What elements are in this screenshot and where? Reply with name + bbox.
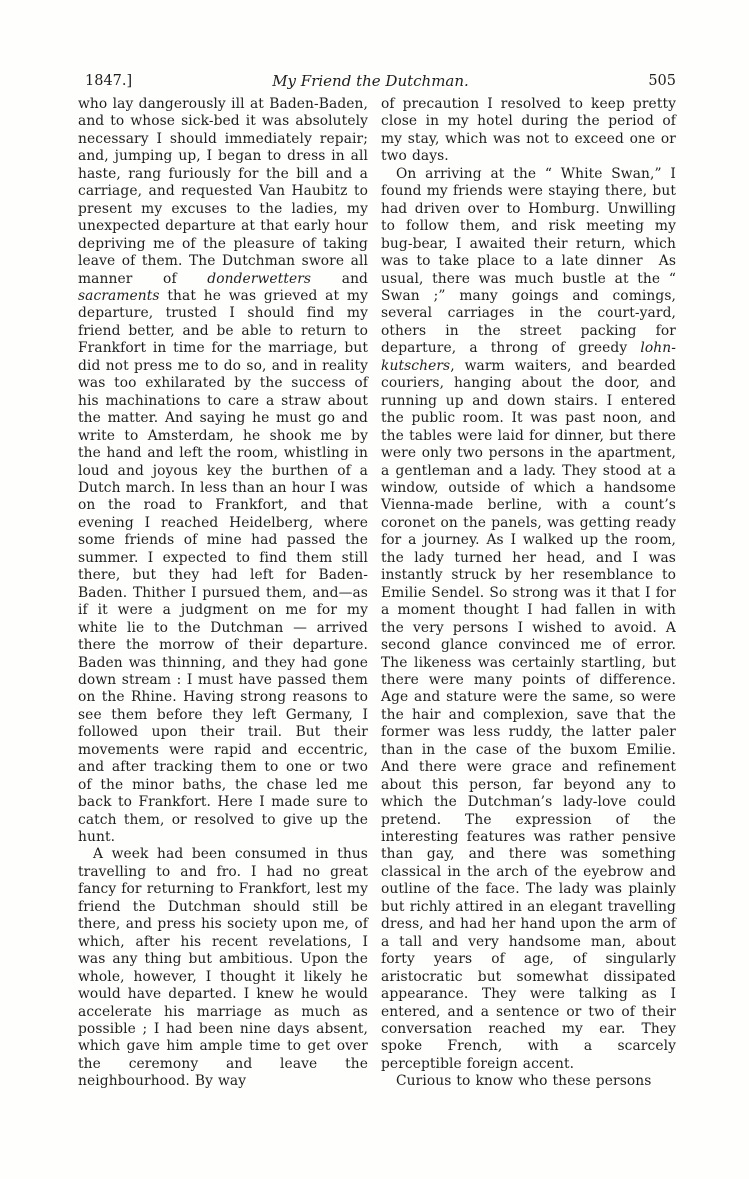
paragraph: Curious to know who these persons [396, 1073, 652, 1090]
page-header [85, 71, 676, 91]
paragraph: of precaution I resolved to keep pretty close in my hotel during the period of my stay, which was not to exceed one or two days. [381, 96, 676, 165]
left-column [78, 96, 368, 1091]
right-column [381, 96, 676, 1091]
paragraph: who lay dangerously ill at Baden-Baden, and to whose sick-bed it was absolutely necessary I should immediately repair; and, jumping up, I began to dress in all haste, rang furiously for the bill and a carriage, and requested Van Haubitz to present my excuses to the ladies, my unexpected departure at that early hour depriving me of the pleasure of taking leave of them. The Dutchman swore all manner of donderwetters and sacraments that he was grieved at my departure, trusted I should find my friend better, and be able to return to Frankfort in time for the marriage, but did not press me to do so, and in reality was too exhilarated by the success of his machinations to care a straw about the matter. And saying he must go and write to Amsterdam, he shook me by the hand and left the room, whistling in loud and joyous key the burthen of a Dutch march. In less than an hour I was on the road to Frankfort, and that evening I reached Heidelberg, where some friends of mine had passed the summer. I expected to find them still there, but they had left for Baden-Baden. Thither I pursued them, and—as if it were a judgment on me for my white lie to the Dutchman — arrived there the morrow of their departure. Baden was thinning, and they had gone down stream : I must have passed them on the Rhine. Having strong reasons to see them before they left Germany, I followed upon their trail. But their movements were rapid and eccentric, and after tracking them to one or two of the minor baths, the chase led me back to Frankfort. Here I made sure to catch them, or resolved to give up the hunt. [78, 96, 368, 846]
paragraph: On arriving at the “ White Swan,” I found my friends were staying there, but had driven over to Homburg. Unwilling to follow them, and risk meeting my bug-bear, I awaited their return, which was to take place to a late dinner As usual, there was much bustle at the “ Swan ;” many goings and comings, several carriages in the court-yard, others in the street packing for departure, a throng of greedy lohn-kutschers, warm waiters, and bearded couriers, hanging about the door, and running up and down stairs. I entered the public room. It was past noon, and the tables were laid for dinner, but there were only two persons in the apartment, a gentleman and a lady. They stood at a window, outside of which a handsome Vienna-made berline, with a count’s coronet on the panels, was getting ready for a journey. As I walked up the room, the lady turned her head, and I was instantly struck by her resemblance to Emilie Sendel. So strong was it that I for a moment thought I had fallen in with the very persons I wished to avoid. A second glance convinced me of error. The likeness was certainly startling, but there were many points of difference. Age and stature were the same, so were the hair and complexion, save that the former was less ruddy, the latter paler than in the case of the buxom Emilie. And there were grace and refinement about this person, far beyond any to which the Dutchman’s lady-love could pretend. The expression of the interesting features was rather pensive than gay, and there was something classical in the arch of the eyebrow and outline of the face. The lady was plainly but richly attired in an elegant travelling dress, and had her hand upon the arm of a tall and very handsome man, about forty years of age, of singularly aristocratic but somewhat dissipated appearance. They were talking as I entered, and a sentence or two of their conversation reached my ear. They spoke French, with a scarcely perceptible foreign accent. [381, 165, 676, 1072]
page-title: My Friend the Dutchman. [272, 72, 469, 90]
paragraph: A week had been consumed in thus travelling to and fro. I had no great fancy for returning to Frankfort, lest my friend the Dutchman should still be there, and press his society upon me, of which, after his recent revelations, I was any thing but ambitious. Upon the whole, however, I thought it likely he would have departed. I knew he would accelerate his marriage as much as possible ; I had been nine days absent, which gave him ample time to get over the ceremony and leave the neighbourhood. By way [78, 846, 368, 1090]
header-year: 1847.] [85, 73, 133, 89]
page-number: 505 [648, 73, 676, 89]
text-columns [78, 96, 676, 1091]
